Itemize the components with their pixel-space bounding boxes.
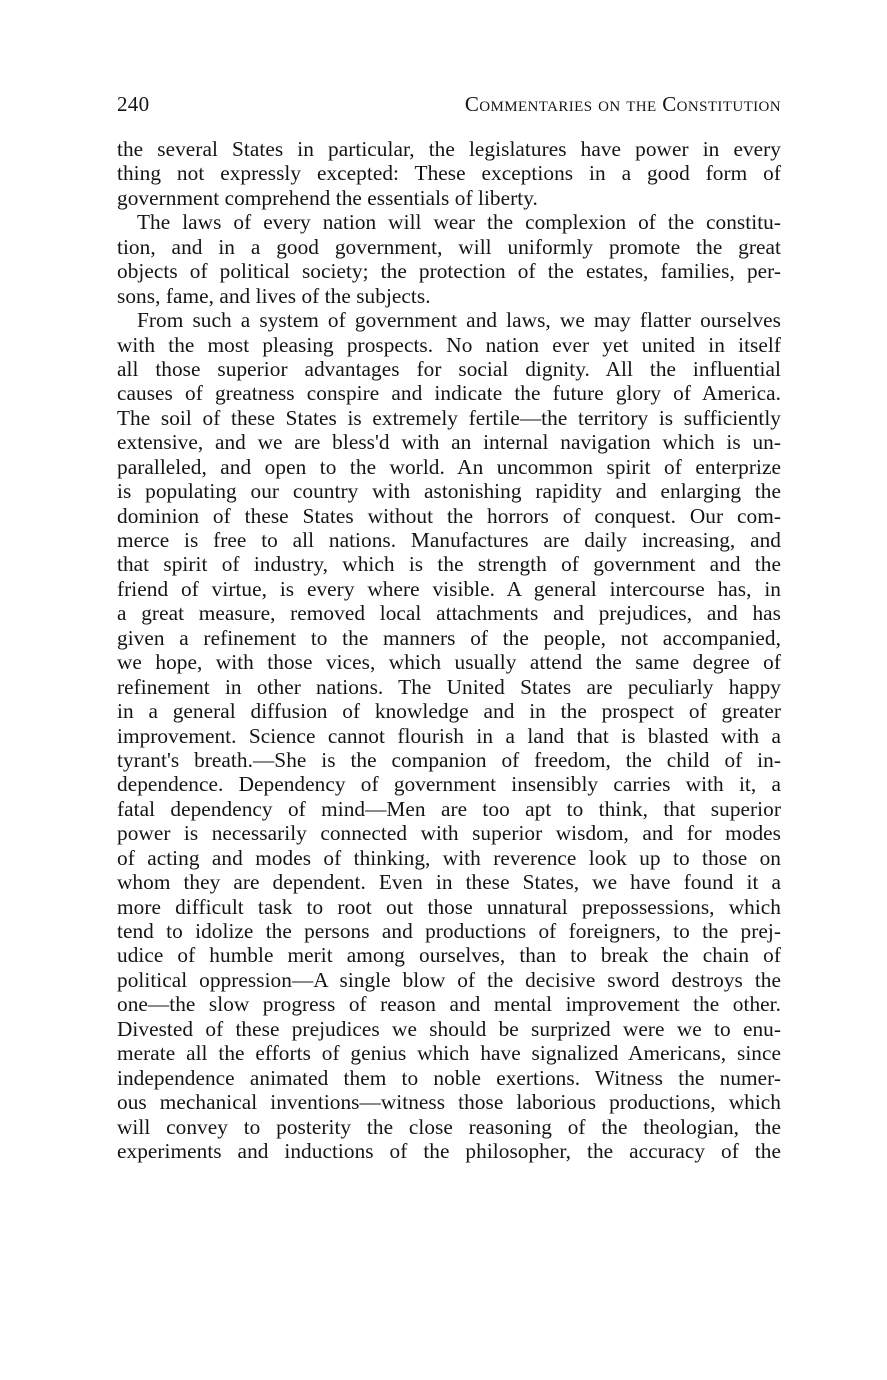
- text-line: is populating our country with astonishing rapidity and enlarging the: [117, 479, 781, 504]
- text-line: with the most pleasing prospects. No nation ever yet united in itself: [117, 332, 781, 357]
- text-line: political oppression—A single blow of the decisive sword destroys the: [117, 967, 781, 992]
- text-line: independence animated them to noble exertions. Witness the numer-: [117, 1065, 781, 1090]
- text-line: causes of greatness conspire and indicate the future glory of America.: [117, 381, 781, 406]
- text-line: extensive, and we are bless'd with an internal navigation which is un-: [117, 430, 781, 455]
- text-line: The soil of these States is extremely fertile—the territory is sufficiently: [117, 405, 781, 430]
- text-line: of acting and modes of thinking, with reverence look up to those on: [117, 845, 781, 870]
- text-line: in a general diffusion of knowledge and in the prospect of greater: [117, 699, 781, 724]
- text-line: merce is free to all nations. Manufactures are daily increasing, and: [117, 528, 781, 552]
- text-line: The laws of every nation will wear the complexion of the constitu-: [137, 210, 781, 235]
- document-page: [117, 88, 781, 1163]
- text-line: From such a system of government and laws, we may flatter ourselves: [137, 308, 781, 333]
- text-line: objects of political society; the protection of the estates, families, per-: [117, 259, 781, 284]
- text-line: tyrant's breath.—She is the companion of freedom, the child of in-: [117, 747, 781, 772]
- text-line: tion, and in a good government, will uniformly promote the great: [117, 234, 781, 259]
- text-line: given a refinement to the manners of the people, not accompanied,: [117, 625, 781, 650]
- text-line: refinement in other nations. The United States are peculiarly happy: [117, 674, 781, 699]
- text-line: a great measure, removed local attachments and prejudices, and has: [117, 601, 781, 626]
- text-line: that spirit of industry, which is the strength of government and the: [117, 552, 781, 577]
- text-line: all those superior advantages for social dignity. All the influential: [117, 356, 781, 381]
- text-line: dependence. Dependency of government insensibly carries with it, a: [117, 772, 781, 797]
- text-line: ous mechanical inventions—witness those laborious productions, which: [117, 1090, 781, 1115]
- text-line: the several States in particular, the legislatures have power in every: [117, 137, 781, 161]
- text-line: Divested of these prejudices we should be surprized were we to enu-: [117, 1016, 781, 1041]
- text-line: sons, fame, and lives of the subjects.: [117, 283, 431, 308]
- text-line: will convey to posterity the close reasoning of the theologian, the: [117, 1114, 781, 1139]
- text-line: one—the slow progress of reason and mental improvement the other.: [117, 992, 781, 1017]
- text-line: power is necessarily connected with superior wisdom, and for modes: [117, 821, 781, 846]
- text-line: fatal dependency of mind—Men are too apt to think, that superior: [117, 796, 781, 821]
- text-line: more difficult task to root out those unnatural prepossessions, which: [117, 894, 781, 919]
- text-line: improvement. Science cannot flourish in a land that is blasted with a: [117, 723, 781, 748]
- running-head: [117, 88, 781, 120]
- text-line: experiments and inductions of the philosopher, the accuracy of the: [117, 1138, 781, 1163]
- text-line: paralleled, and open to the world. An uncommon spirit of enterprize: [117, 454, 781, 479]
- text-line: dominion of these States without the horrors of conquest. Our com-: [117, 503, 781, 528]
- text-line: udice of humble merit among ourselves, than to break the chain of: [117, 943, 781, 968]
- text-line: friend of virtue, is every where visible. A general intercourse has, in: [117, 576, 781, 601]
- text-line: government comprehend the essentials of liberty.: [117, 185, 538, 210]
- body-text: [117, 137, 781, 1163]
- text-line: merate all the efforts of genius which have signalized Americans, since: [117, 1041, 781, 1066]
- text-line: whom they are dependent. Even in these States, we have found it a: [117, 870, 781, 895]
- running-title: Commentaries on the Constitution: [464, 92, 781, 116]
- text-line: we hope, with those vices, which usually attend the same degree of: [117, 650, 781, 675]
- text-line: thing not expressly excepted: These exceptions in a good form of: [117, 161, 781, 186]
- text-line: tend to idolize the persons and productions of foreigners, to the prej-: [117, 919, 781, 943]
- page-number: 240: [117, 92, 150, 116]
